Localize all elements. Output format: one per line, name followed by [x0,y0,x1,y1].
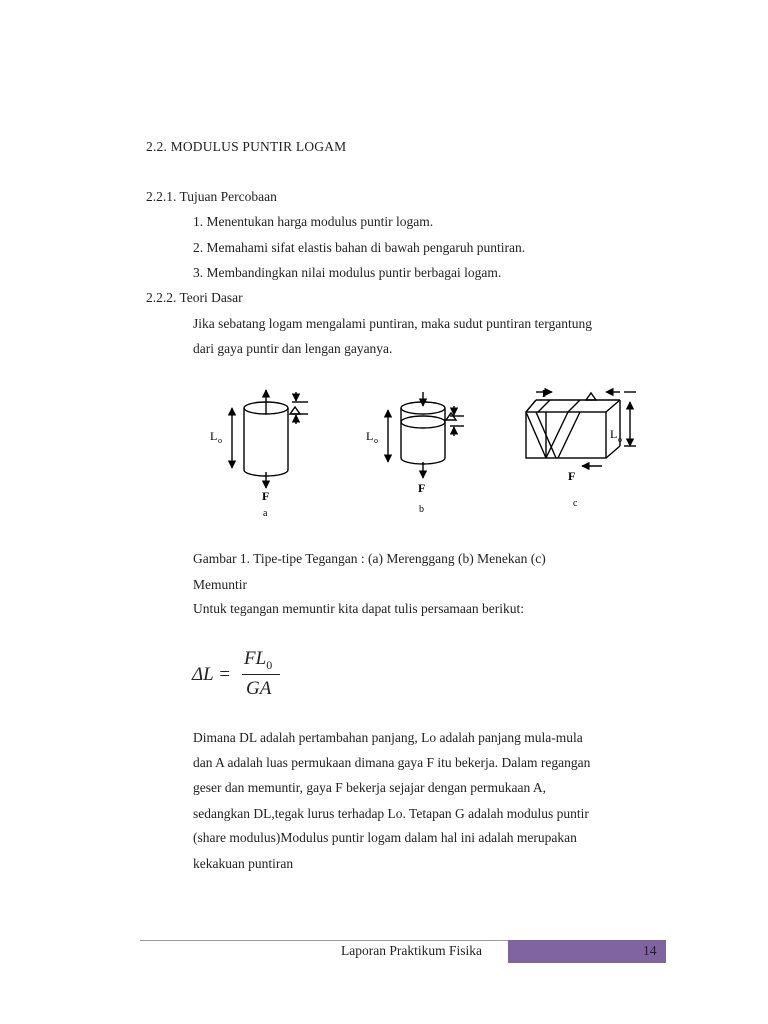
theory-intro-line: dari gaya puntir dan lengan gayanya. [193,341,393,356]
formula-numerator [244,648,272,673]
figure-caption-line: Gambar 1. Tipe-tipe Tegangan : (a) Merenggang (b) Menekan (c) [193,551,546,566]
formula-num-text: FL [244,648,267,669]
objective-item: 3. Membandingkan nilai modulus puntir berbagai logam. [193,265,502,280]
formula-lhs: ΔL = [192,664,231,685]
formula-num-sub: 0 [266,657,273,672]
label-lo-sub-a: o [218,436,222,445]
figure-caption-line: Memuntir [193,577,247,592]
explanation-line: Dimana DL adalah pertambahan panjang, Lo adalah panjang mula-mula [193,730,583,745]
equation-intro: Untuk tegangan memuntir kita dapat tulis persamaan berikut: [193,601,525,616]
cylinder-a [232,390,308,488]
label-lo-sub-b: o [374,436,378,445]
page-number: 14 [643,943,657,958]
stress-types-figure [200,378,660,520]
block-c [526,392,636,466]
explanation-line: sedangkan DL,tegak lurus terhadap Lo. Tetapan G adalah modulus puntir [193,806,589,821]
section-title: 2.2. MODULUS PUNTIR LOGAM [146,139,347,154]
objective-item: 2. Memahami sifat elastis bahan di bawah pengaruh puntiran. [193,240,526,255]
explanation-line: (share modulus)Modulus puntir logam dalam hal ini adalah merupakan [193,830,577,845]
objective-item: 1. Menentukan harga modulus puntir logam. [193,214,434,229]
label-a: a [263,508,268,519]
objectives-heading: 2.2.1. Tujuan Percobaan [146,189,277,204]
label-lo-b: L [366,429,374,443]
label-lo-c: L [610,427,618,441]
label-f-b: F [418,481,426,495]
footer-title: Laporan Praktikum Fisika [341,943,482,958]
label-c: c [573,498,578,509]
explanation-line: geser dan memuntir, gaya F bekerja sejajar dengan permukaan A, [193,780,546,795]
explanation-line: dan A adalah luas permukaan dimana gaya F itu bekerja. Dalam regangan [193,755,591,770]
label-lo-sub-c: o [618,435,622,444]
formula-fraction-bar [242,674,280,675]
formula-denominator: GA [246,678,272,699]
label-b: b [419,504,424,515]
theory-heading: 2.2.2. Teori Dasar [146,290,243,305]
torsion-formula [192,644,332,704]
label-f-a: F [262,489,270,503]
label-lo-a: L [210,429,218,443]
cylinder-b [388,392,464,478]
label-f-c-top: F [542,389,549,400]
label-f-c-bottom: F [568,469,576,483]
theory-intro-line: Jika sebatang logam mengalami puntiran, maka sudut puntiran tergantung [193,316,593,331]
footer-divider [140,940,508,941]
explanation-line: kekakuan puntiran [193,856,294,871]
